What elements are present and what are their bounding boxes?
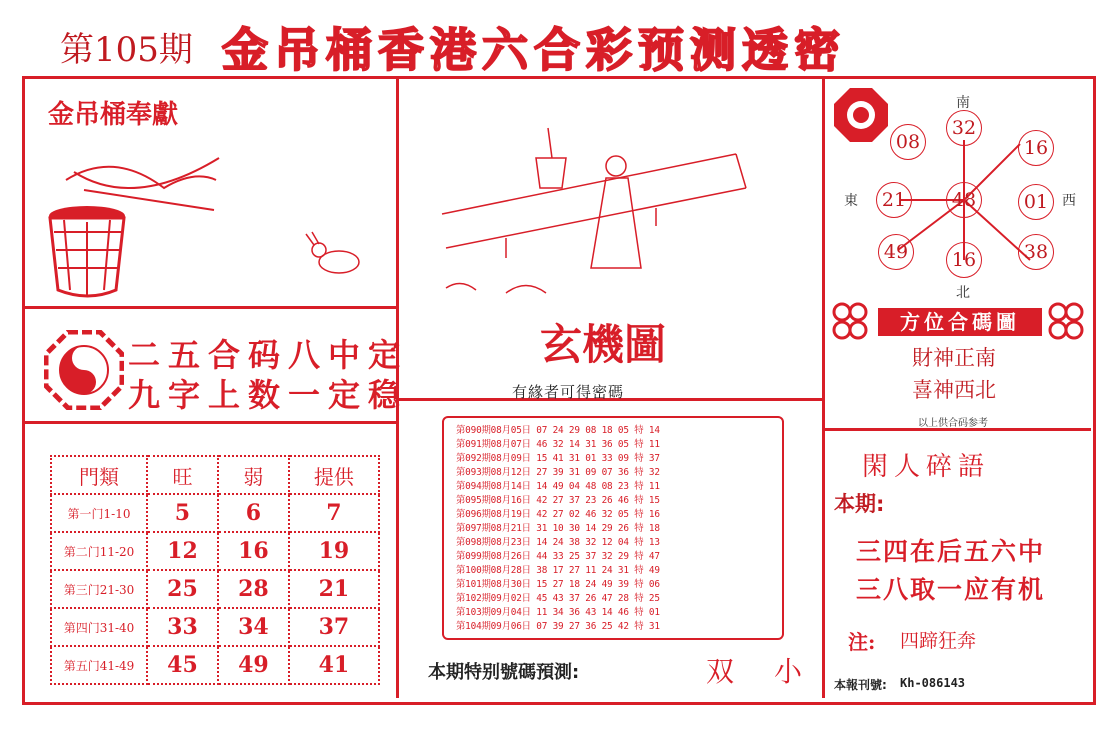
compass-number: 21 (876, 182, 912, 218)
table-row (51, 532, 379, 570)
row-label: 第五门41-49 (51, 646, 147, 684)
history-row: 第094期08月14日 14 49 04 48 08 23 特 11 (456, 481, 660, 492)
prediction-label: 本期特别號碼預測: (428, 662, 580, 683)
table-cell: 21 (289, 570, 379, 608)
history-row: 第097期08月21日 31 10 30 14 29 26 特 18 (456, 523, 660, 534)
table-row (51, 608, 379, 646)
offer-title: 金吊桶奉獻 (48, 100, 179, 130)
table-cell: 25 (147, 570, 218, 608)
compass-number: 49 (878, 234, 914, 270)
publication-label: 本報刊號: (834, 678, 887, 692)
table-header (51, 456, 379, 494)
history-row: 第099期08月26日 44 33 25 37 32 29 特 47 (456, 551, 660, 562)
divider-h2 (24, 421, 398, 424)
xianren-title: 閑人碎語 (862, 452, 991, 482)
category-table (50, 455, 380, 685)
table-cell: 49 (218, 646, 289, 684)
compass-number: 01 (1018, 184, 1054, 220)
bucket-illustration (44, 150, 384, 304)
table-cell: 5 (147, 494, 218, 532)
xuanji-title: 玄機圖 (540, 320, 667, 369)
history-row: 第104期09月06日 07 39 27 36 25 42 特 31 (456, 621, 660, 632)
god-line-1: 財神正南 (912, 346, 996, 370)
note-text: 四蹄狂奔 (900, 630, 977, 652)
history-row: 第090期08月05日 07 24 29 08 18 05 特 14 (456, 425, 660, 436)
table-row (51, 646, 379, 684)
rabbit-icon (306, 232, 359, 273)
table-cell: 37 (289, 608, 379, 646)
history-row: 第098期08月23日 14 24 38 32 12 04 特 13 (456, 537, 660, 548)
compass-number: 16 (1018, 130, 1054, 166)
direction-south: 南 (956, 95, 970, 111)
table-cell: 6 (218, 494, 289, 532)
yinyang-icon (44, 330, 124, 410)
row-label: 第四门31-40 (51, 608, 147, 646)
table-cell: 28 (218, 570, 289, 608)
table-row (51, 570, 379, 608)
table-cell: 7 (289, 494, 379, 532)
history-row: 第096期08月19日 42 27 02 46 32 05 特 16 (456, 509, 660, 520)
benqi-label: 本期: (834, 492, 885, 516)
history-row: 第101期08月30日 15 27 18 24 49 39 特 06 (456, 579, 660, 590)
xuanji-subtitle: 有緣者可得密碼 (512, 383, 625, 401)
compass-number: 16 (946, 242, 982, 278)
header-cell: 弱 (218, 456, 289, 494)
table-cell: 16 (218, 532, 289, 570)
table-cell: 12 (147, 532, 218, 570)
direction-east: 東 (844, 193, 858, 209)
table-cell: 34 (218, 608, 289, 646)
prediction-value-2: 小 (774, 655, 803, 688)
god-line-2: 喜神西北 (912, 378, 996, 402)
direction-west: 西 (1062, 193, 1076, 209)
prediction-value-1: 双 (706, 655, 735, 688)
header-cell: 旺 (147, 456, 218, 494)
page-title: 金吊桶香港六合彩预测透密 (222, 23, 846, 77)
compass-center: 48 (946, 182, 982, 218)
direction-north: 北 (956, 285, 970, 301)
row-label: 第一门1-10 (51, 494, 147, 532)
issue-number: 第105期 (60, 30, 193, 70)
poem-line-1: 二五合码八中定 (128, 336, 409, 374)
table-cell: 45 (147, 646, 218, 684)
history-row: 第091期08月07日 46 32 14 31 36 05 特 11 (456, 439, 660, 450)
divider-right (822, 78, 825, 698)
history-row: 第093期08月12日 27 39 31 09 07 36 特 32 (456, 467, 660, 478)
benqi-line-1: 三四在后五六中 (856, 537, 1046, 566)
table-cell: 33 (147, 608, 218, 646)
table-cell: 41 (289, 646, 379, 684)
history-row: 第103期09月04日 11 34 36 43 14 46 特 01 (456, 607, 660, 618)
publication-number: Kh-086143 (900, 676, 966, 690)
reference-note: 以上供合码参考 (918, 418, 988, 429)
header-cell: 門類 (51, 456, 147, 494)
history-row: 第102期09月02日 45 43 37 26 47 28 特 25 (456, 593, 660, 604)
divider-h1 (24, 306, 398, 309)
table-row (51, 494, 379, 532)
compass-number: 08 (890, 124, 926, 160)
xuanji-illustration (436, 118, 776, 308)
table-cell: 19 (289, 532, 379, 570)
poem-line-2: 九字上数一定稳 (128, 376, 409, 414)
compass-number: 38 (1018, 234, 1054, 270)
history-row: 第095期08月16日 42 27 37 23 26 46 特 15 (456, 495, 660, 506)
header-cell: 提供 (289, 456, 379, 494)
compass-number: 32 (946, 110, 982, 146)
fangwei-title: 方位合碼圖 (878, 308, 1042, 336)
history-row: 第100期08月28日 38 17 27 11 24 31 特 49 (456, 565, 660, 576)
figure-icon (591, 156, 641, 268)
history-row: 第092期08月09日 15 41 31 01 33 09 特 37 (456, 453, 660, 464)
benqi-line-2: 三八取一应有机 (856, 575, 1046, 604)
note-label: 注: (848, 630, 876, 654)
row-label: 第三门21-30 (51, 570, 147, 608)
row-label: 第二门11-20 (51, 532, 147, 570)
